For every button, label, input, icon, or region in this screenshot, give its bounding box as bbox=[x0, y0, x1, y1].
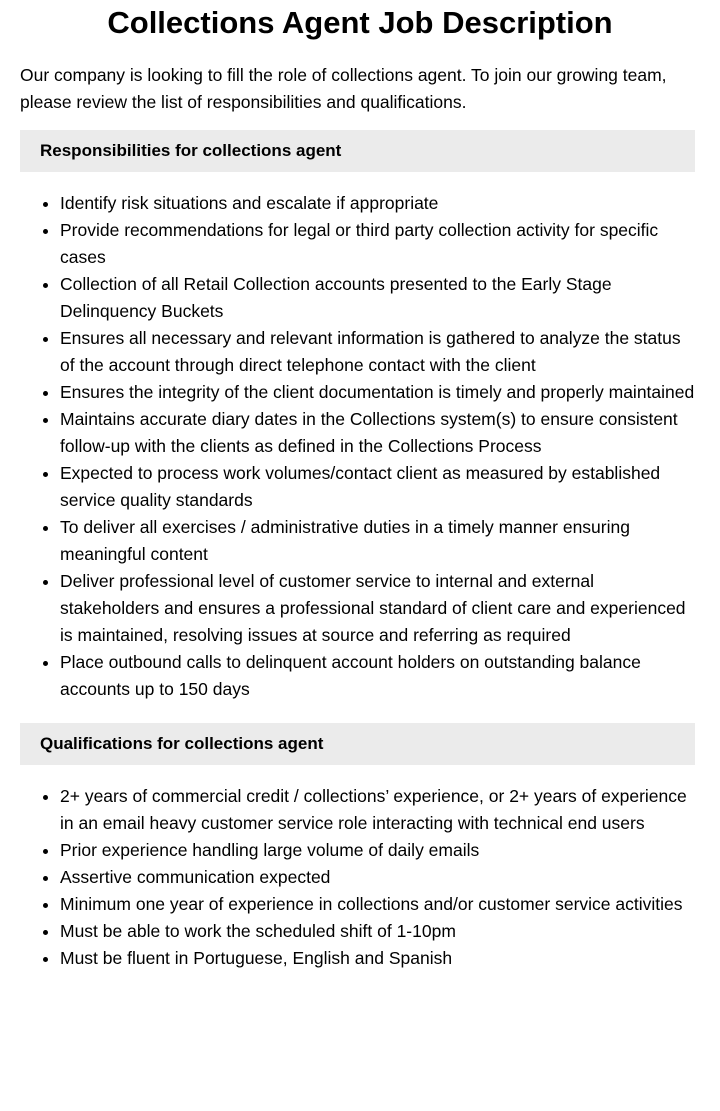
list-item: • Ensures the integrity of the client documentation is timely and properly maintained bbox=[60, 379, 700, 406]
list-item: • Identify risk situations and escalate if appropriate bbox=[60, 190, 700, 217]
intro-text: Our company is looking to fill the role of collections agent. To join our growing team, please review the list of responsibilities and qualifications. bbox=[20, 65, 667, 112]
responsibilities-heading: Responsibilities for collections agent bbox=[20, 130, 695, 172]
list-item: • Minimum one year of experience in collections and/or customer service activities bbox=[60, 891, 700, 918]
list-item: • 2+ years of commercial credit / collections’ experience, or 2+ years of experience in an email heavy customer service role interacting with technical end users bbox=[60, 783, 700, 837]
list-item: • Provide recommendations for legal or third party collection activity for specific cases bbox=[60, 217, 700, 271]
list-item: • Place outbound calls to delinquent account holders on outstanding balance accounts up to 150 days bbox=[60, 649, 700, 703]
list-item: • Ensures all necessary and relevant information is gathered to analyze the status of the account through direct telephone contact with the client bbox=[60, 325, 700, 379]
responsibilities-list bbox=[20, 190, 700, 703]
list-item: • Expected to process work volumes/contact client as measured by established service quality standards bbox=[60, 460, 700, 514]
list-item: • To deliver all exercises / administrative duties in a timely manner ensuring meaningful content bbox=[60, 514, 700, 568]
list-item: • Maintains accurate diary dates in the Collections system(s) to ensure consistent follow-up with the clients as defined in the Collections Process bbox=[60, 406, 700, 460]
list-item: • Must be fluent in Portuguese, English and Spanish bbox=[60, 945, 700, 972]
list-item: • Must be able to work the scheduled shift of 1-10pm bbox=[60, 918, 700, 945]
list-item: • Collection of all Retail Collection accounts presented to the Early Stage Delinquency Buckets bbox=[60, 271, 700, 325]
list-item: • Prior experience handling large volume of daily emails bbox=[60, 837, 700, 864]
list-item: • Assertive communication expected bbox=[60, 864, 700, 891]
list-item: • Deliver professional level of customer service to internal and external stakeholders and ensures a professional standard of client care and experienced is maintained, resolving issues at source and referring as required bbox=[60, 568, 700, 649]
page-title: Collections Agent Job Description bbox=[107, 5, 613, 40]
qualifications-heading: Qualifications for collections agent bbox=[20, 723, 695, 765]
qualifications-list bbox=[20, 783, 700, 972]
